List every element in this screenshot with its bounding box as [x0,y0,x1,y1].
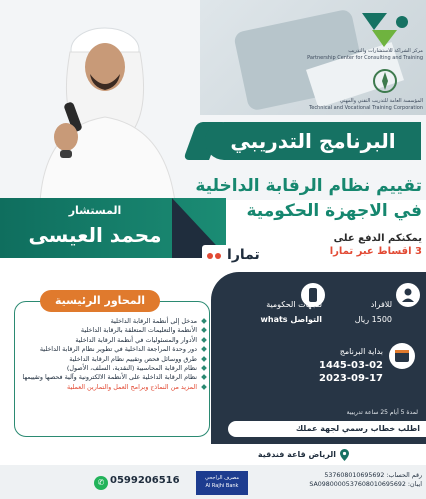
org1-name-en: Partnership Center for Consulting and Training [307,55,423,61]
presenter-photo [0,12,205,202]
government-contact: التواصل whats [260,315,322,324]
org1-name [285,48,423,62]
iban-number: SA0980000537608010695692 [309,481,406,488]
official-letter-banner: اطلب خطاب رسمي لجهة عملك [228,421,426,437]
bank-name-ar: مصرف الراجحي [204,475,240,481]
org2-name-en: Technical and Vocational Training Corporation [309,105,423,111]
list-item: الأدوار والمسئوليات في أنظمة الرقابة الداخلية [18,336,206,344]
list-item: مدخل إلى أنظمة الرقابة الداخلية [18,317,206,325]
course-title-line1: تقييم نظام الرقابة الداخلية [195,176,422,196]
axes-list [18,317,206,392]
list-item: دور وحدة المراجعة الداخلية في تطوير نظام الرقابة الداخلية [18,345,206,353]
consultant-label: المستشار [68,204,122,217]
list-item: الأنظمة والتعليمات المتعلقة بالرقابة الداخلية [18,326,206,334]
account-label: رقم الحساب: [386,472,422,479]
course-title-line2: في الاجهزة الحكومية [246,201,422,221]
org2-name-ar: المؤسسة العامة للتدريب التقني والمهني [339,98,423,104]
program-banner: البرنامج التدريبي [205,122,421,160]
phone-number[interactable]: 0599206516 [110,475,180,486]
axes-title: المحاور الرئيسية [40,290,160,312]
price-value: 1500 ريال [354,315,392,324]
bank-logo [196,471,248,495]
group-icon [395,282,421,308]
list-item: المزيد من النماذج وبرامج العمل والتمارين العملية [18,383,206,391]
tamara-dot-icon [207,253,213,259]
location-text: الرياض قاعة فندقية [257,450,336,459]
account-number: 537608010695692 [324,472,385,479]
calendar-icon [388,342,416,370]
consultant-name: محمد العيسى [28,223,162,247]
payment-note-line2: 3 اقساط عبر تمارا [329,246,422,257]
list-item: نظام الرقابة الداخلية على الأنظمة الالكترونية وآلية فحصها وتقييمها [18,373,206,381]
location-pin-icon [340,449,349,461]
bank-name-en: Al Rajhi Bank [205,483,239,489]
list-item: طرق ووسائل فحص وتقييم نظام الرقابة الداخلية [18,355,206,363]
whatsapp-icon: ✆ [94,476,108,490]
payment-note-line1: يمكنكم الدفع على [333,233,422,244]
iban-label: ايبان: [407,481,422,488]
start-date-gregorian: 2023-09-17 [319,373,383,384]
start-date-hijri: 1445-03-02 [319,360,383,371]
org2-name [275,98,423,112]
tamara-dot-icon [215,253,221,259]
list-item: نظام الرقابة المحاسبية (النقدية، السلف، الأصول) [18,364,206,372]
price-label: للافراد [370,300,392,309]
partnership-center-logo [352,8,414,50]
duration-text: لمدة 5 أيام 25 ساعة تدريبية [346,409,418,416]
tamara-logo-text: تمارا [227,247,260,263]
org1-name-ar: مركز الشراكة للاستشارات والتدريب [348,48,423,54]
tamara-logo [202,245,264,265]
bank-account-info [250,471,422,489]
government-label: للجهات الحكومية [266,300,322,309]
start-label: بداية البرنامج [339,347,383,356]
tvtc-logo [368,68,402,94]
